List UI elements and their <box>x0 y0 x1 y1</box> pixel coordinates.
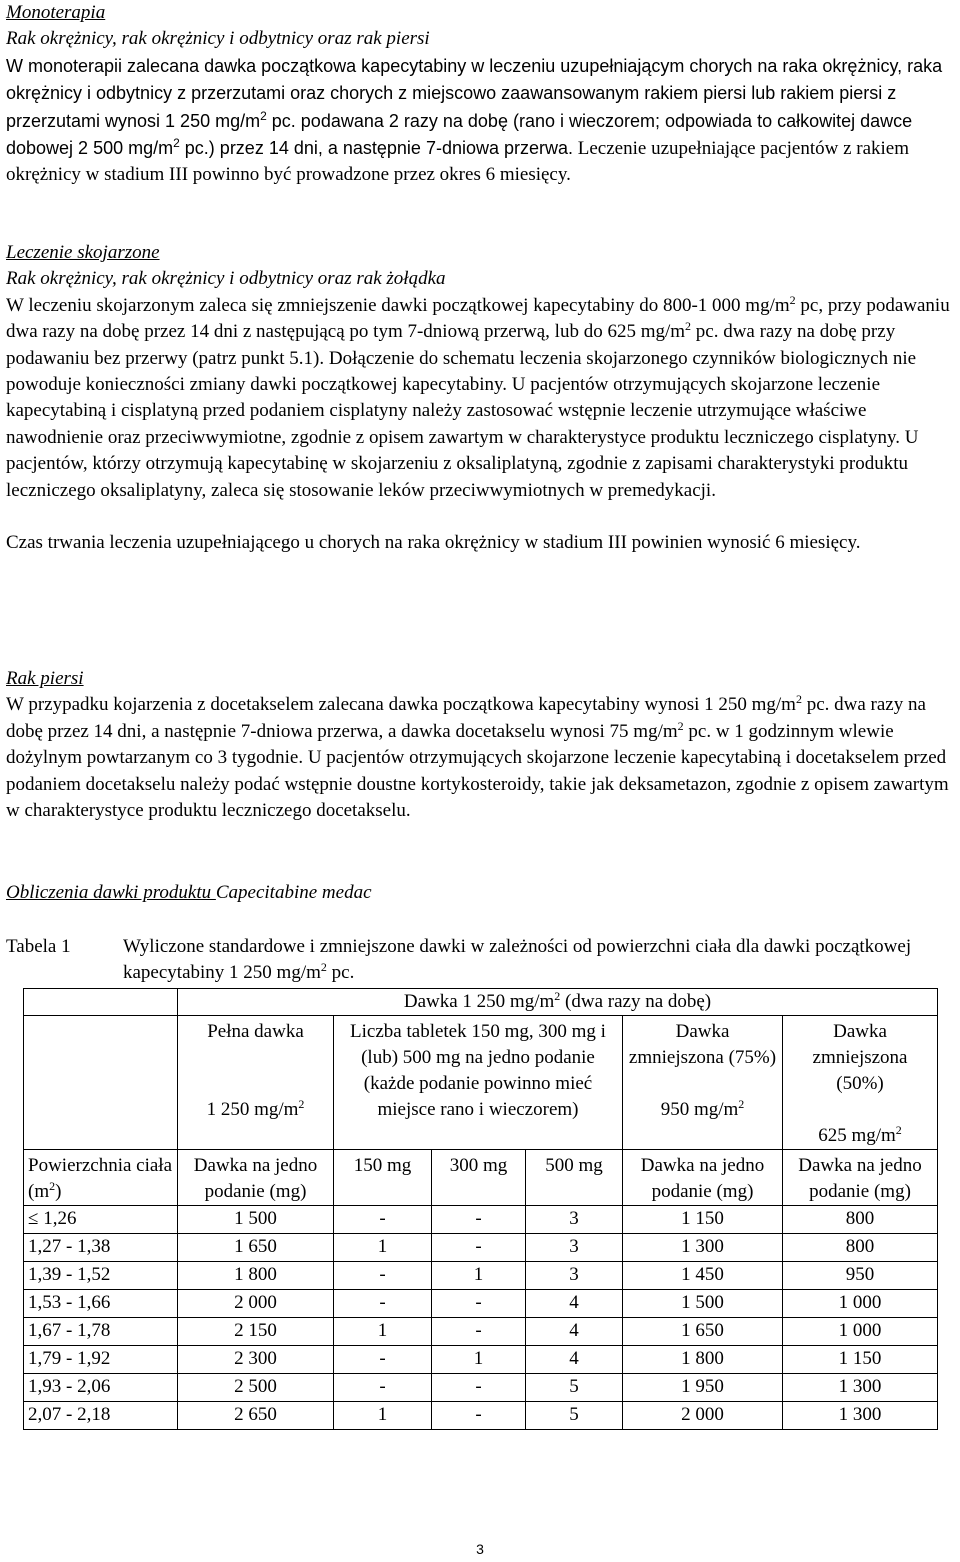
tablet-300-cell: 1 <box>432 1262 526 1290</box>
bsa-cell: ≤ 1,26 <box>24 1206 178 1234</box>
full-dose-cell: 2 150 <box>178 1318 334 1346</box>
table-row <box>24 1234 938 1262</box>
breast-cancer-paragraph: W przypadku kojarzenia z docetakselem zalecana dawka początkowa kapecytabiny wynosi 1 250 $mg/m^2$ pc. dwa razy na dobę przez 14 dni, a następnie 7-dniowa przerwa, a dawka docetakselu wynosi 75 $mg/m^2$ pc. w 1 godzinnym wlewie dożylnym powtarzanym co 3 tygodnie. U pacjentów otrzymujących skojarzone leczenie kapecytabiną i docetakselem przed podaniem docetakselu należy podać wstępnie doustne kortykosteroidy, takie jak deksametazon, zgodnie z opisem zawartym w charakterystyce produktu leczniczego docetakselu. <box>6 692 949 822</box>
tablet-500-cell: 4 <box>526 1290 623 1318</box>
table-row <box>24 1402 938 1430</box>
tablet-500-cell: 5 <box>526 1402 623 1430</box>
tablet-300-cell: - <box>432 1206 526 1234</box>
table-unit-row <box>24 1150 938 1206</box>
reduced-75-cell: 1 150 <box>623 1206 783 1234</box>
combination-section <box>6 240 950 556</box>
tablet-500-cell: 5 <box>526 1374 623 1402</box>
reduced-75-cell: 2 000 <box>623 1402 783 1430</box>
bsa-cell: 1,27 - 1,38 <box>24 1234 178 1262</box>
reduced-75-cell: 1 500 <box>623 1290 783 1318</box>
breast-cancer-section <box>6 666 950 824</box>
tablet-300-cell: - <box>432 1318 526 1346</box>
tablet-500-cell: 4 <box>526 1346 623 1374</box>
tablet-500-cell: 3 <box>526 1234 623 1262</box>
header-empty-cell <box>24 1016 178 1150</box>
bsa-header: Powierzchnia ciała $(m^2)$ <box>24 1150 178 1206</box>
tablet-300-cell: 1 <box>432 1346 526 1374</box>
reduced-75-unit-header: Dawka na jedno podanie (mg) <box>623 1150 783 1206</box>
reduced-75-header: Dawka zmniejszona (75%) 950 $mg/m^2$ <box>623 1016 783 1150</box>
full-dose-cell: 2 000 <box>178 1290 334 1318</box>
full-dose-cell: 1 650 <box>178 1234 334 1262</box>
table-row <box>24 1290 938 1318</box>
reduced-75-cell: 1 650 <box>623 1318 783 1346</box>
dose-table <box>23 988 938 1430</box>
tablet-500-cell: 3 <box>526 1206 623 1234</box>
reduced-50-header: Dawka zmniejszona (50%) 625 $mg/m^2$ <box>783 1016 938 1150</box>
combination-subheading: Rak okrężnicy, rak okrężnicy i odbytnicy oraz rak żołądka <box>6 268 446 290</box>
full-dose-cell: 2 300 <box>178 1346 334 1374</box>
tablet-150-cell: - <box>334 1206 432 1234</box>
reduced-75-cell: 1 950 <box>623 1374 783 1402</box>
tablet-150-cell: - <box>334 1290 432 1318</box>
reduced-50-cell: 1 300 <box>783 1402 938 1430</box>
tablet-150-header: 150 mg <box>334 1150 432 1206</box>
tablet-300-cell: - <box>432 1402 526 1430</box>
reduced-50-cell: 800 <box>783 1206 938 1234</box>
reduced-50-cell: 1 000 <box>783 1318 938 1346</box>
tablet-150-cell: - <box>334 1374 432 1402</box>
reduced-50-cell: 800 <box>783 1234 938 1262</box>
reduced-50-cell: 950 <box>783 1262 938 1290</box>
breast-cancer-heading: Rak piersi <box>6 668 84 689</box>
full-dose-cell: 1 500 <box>178 1206 334 1234</box>
bsa-cell: 1,93 - 2,06 <box>24 1374 178 1402</box>
combination-paragraph: W leczeniu skojarzonym zaleca się zmniejszenie dawki początkowej kapecytabiny do 800-1 000 $mg/m^2$ pc, przy podawaniu dwa razy na dobę przez 14 dni z następującą po tym 7-dniową przerwą, lub do 625 $mg/m^2$ pc. dwa razy na dobę przy podawaniu bez przerwy (patrz punkt 5.1). Dołączenie do schematu leczenia skojarzonego czynników biologicznych nie powoduje konieczności zmiany dawki początkowej kapecytabiny. U pacjentów otrzymujących skojarzone leczenie kapecytabiną i cisplatyną przed podaniem cisplatyny należy zastosować wstępnie leczenie utrzymujące właściwe nawodnienie oraz przeciwwymiotne, zgodnie z opisem zawartym w charakterystyce produktu leczniczego cisplatyny. U pacjentów, którzy otrzymują kapecytabinę w skojarzeniu z oksaliplatyną, zgodnie z zapisami charakterystyki produktu leczniczego oksaliplatyny, zaleca się stosowanie leków przeciwwymiotnych w premedykacji. <box>6 292 950 501</box>
dose-calculation-heading: Obliczenia dawki produktu Capecitabine medac <box>6 882 372 903</box>
tablet-300-header: 300 mg <box>432 1150 526 1206</box>
adjuvant-duration-paragraph: Czas trwania leczenia uzupełniającego u chorych na raka okrężnicy w stadium III powinien wynosić 6 miesięcy. <box>6 532 861 554</box>
tablet-150-cell: - <box>334 1346 432 1374</box>
combination-heading: Leczenie skojarzone <box>6 242 160 263</box>
table-subheader-row <box>24 1016 938 1150</box>
bsa-cell: 1,39 - 1,52 <box>24 1262 178 1290</box>
header-empty-cell <box>24 989 178 1016</box>
monotherapy-section <box>6 0 950 189</box>
monotherapy-subheading: Rak okrężnicy, rak okrężnicy i odbytnicy oraz rak piersi <box>6 28 430 50</box>
tablet-150-cell: - <box>334 1262 432 1290</box>
page-number: 3 <box>476 1541 484 1557</box>
full-dose-cell: 1 800 <box>178 1262 334 1290</box>
monotherapy-heading: Monoterapia <box>6 2 106 23</box>
tablet-500-cell: 4 <box>526 1318 623 1346</box>
reduced-50-cell: 1 150 <box>783 1346 938 1374</box>
full-dose-cell: 2 650 <box>178 1402 334 1430</box>
tablet-500-cell: 3 <box>526 1262 623 1290</box>
bsa-cell: 1,67 - 1,78 <box>24 1318 178 1346</box>
tablet-300-cell: - <box>432 1374 526 1402</box>
reduced-75-cell: 1 300 <box>623 1234 783 1262</box>
table-row <box>24 1346 938 1374</box>
bsa-cell: 1,53 - 1,66 <box>24 1290 178 1318</box>
table-header-row <box>24 989 938 1016</box>
table-caption-text: Wyliczone standardowe i zmniejszone dawki w zależności od powierzchni ciała dla dawki początkowej kapecytabiny 1 250 $mg/m^2$ pc. <box>123 936 912 984</box>
table-label: Tabela 1 <box>6 936 71 957</box>
reduced-50-cell: 1 000 <box>783 1290 938 1318</box>
tablets-header: Liczba tabletek 150 mg, 300 mg i (lub) 500 mg na jedno podanie (każde podanie powinno mieć miejsce rano i wieczorem) <box>334 1016 623 1150</box>
reduced-75-cell: 1 800 <box>623 1346 783 1374</box>
full-dose-header: Pełna dawka 1 250 $mg/m^2$ <box>178 1016 334 1150</box>
tablet-300-cell: - <box>432 1290 526 1318</box>
table-row <box>24 1318 938 1346</box>
bsa-cell: 2,07 - 2,18 <box>24 1402 178 1430</box>
table-row <box>24 1206 938 1234</box>
table-row <box>24 1374 938 1402</box>
tablet-150-cell: 1 <box>334 1234 432 1262</box>
tablet-500-header: 500 mg <box>526 1150 623 1206</box>
reduced-50-cell: 1 300 <box>783 1374 938 1402</box>
tablet-150-cell: 1 <box>334 1318 432 1346</box>
bsa-cell: 1,79 - 1,92 <box>24 1346 178 1374</box>
full-dose-cell: 2 500 <box>178 1374 334 1402</box>
reduced-75-cell: 1 450 <box>623 1262 783 1290</box>
tablet-150-cell: 1 <box>334 1402 432 1430</box>
reduced-50-unit-header: Dawka na jedno podanie (mg) <box>783 1150 938 1206</box>
full-dose-unit-header: Dawka na jedno podanie (mg) <box>178 1150 334 1206</box>
table-row <box>24 1262 938 1290</box>
tablet-300-cell: - <box>432 1234 526 1262</box>
monotherapy-paragraph: W monoterapii zalecana dawka początkowa kapecytabiny w leczeniu uzupełniającym chorych na raka okrężnicy, raka okrężnicy i odbytnicy z przerzutami oraz chorych z miejscowo zaawansowanym rakiem piersi lub rakiem piersi z przerzutami wynosi 1 250 $mg/m^2$ pc. podawana 2 razy na dobę (rano i wieczorem; odpowiada to całkowitej dawce dobowej 2 500 $mg/m^2$ pc.) przez 14 dni, a następnie 7-dniowa przerwa. Leczenie uzupełniające pacjentów z rakiem okrężnicy w stadium III powinno być prowadzone przez okres 6 miesięcy. <box>6 55 943 186</box>
dose-header: Dawka 1 250 $mg/m^2$ (dwa razy na dobę) <box>178 989 938 1016</box>
